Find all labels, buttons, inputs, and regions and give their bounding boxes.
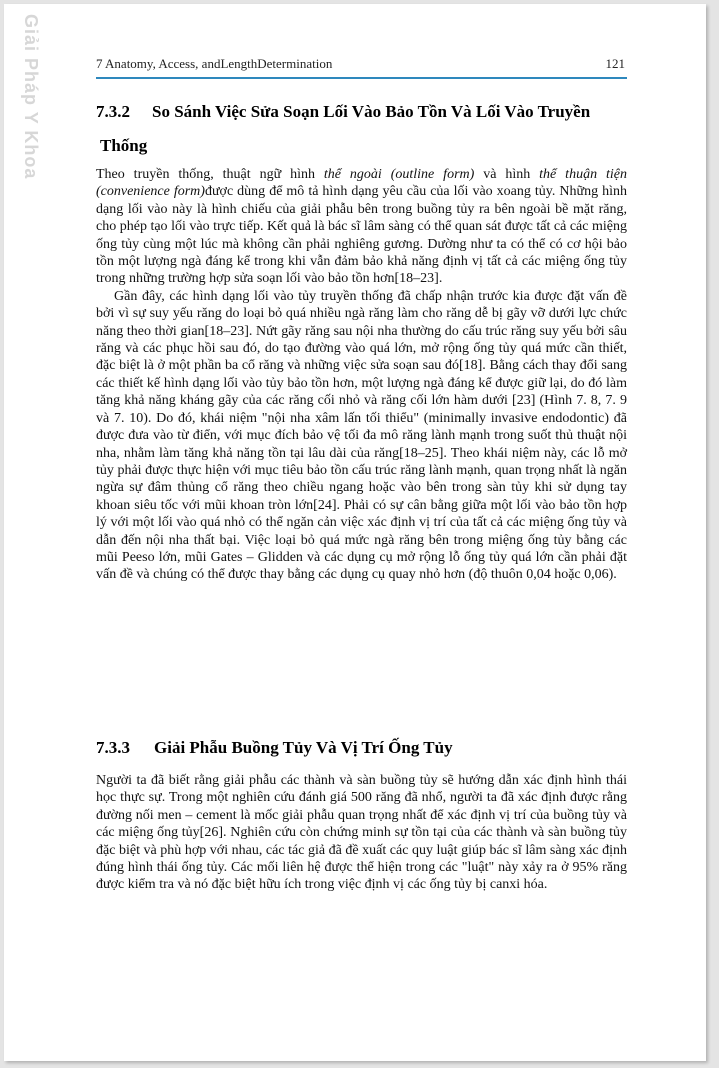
term-outline-form: thể ngoài (outline form) [323, 167, 475, 182]
section-heading-7-3-2 [96, 95, 636, 163]
section-title: Giải Phẫu Buồng Tủy Và Vị Trí Ống Tủy [154, 738, 453, 757]
watermark: Giải Pháp Y Khoa [21, 14, 41, 180]
paragraph-text: được dùng để mô tả hình dạng yêu cầu của lối vào xoang tủy. Những hình dạng lối vào này là hình chiếu của giải phẫu bên trong buồng tủy ra bên ngoài bề mặt răng, cho phép tạo lối vào trực tiếp. Kết quả là bác sĩ lâm sàng có thể quan sát được tất cả các miệng ống tủy cùng một lúc mà không cần phải nghiêng gương. Dường như ta có thể có cơ hội bảo tồn một lượng ngà đáng kể trong khi vẫn đảm bảo khả năng định vị tất cả các miệng ống tủy trong những trường hợp sửa soạn lối vào bảo tồn hơn[18–23]. [96, 184, 627, 287]
section-number: 7.3.2 [96, 102, 130, 121]
paragraph: Gần đây, các hình dạng lối vào tủy truyền thống đã chấp nhận trước kia được đặt vấn đề bởi vì sự suy yếu răng do loại bỏ quá nhiều ngà răng làm cho răng dễ bị gãy vỡ dưới lực chức năng theo thời gian[18–23]. Nứt gãy răng sau nội nha thường do cấu trúc răng suy yếu bởi sâu răng và các phục hồi sau đó, do tạo đường vào quá lớn, mở rộng ống tủy quá mức cần thiết, đặc biệt là ở một phần ba cổ răng và những việc sửa soạn sau đó[18]. Bằng cách thay đổi sang các thiết kế hình dạng lối vào tủy bảo tồn hơn, một lượng ngà đáng kể được giữ lại, do đó làm tăng khả năng kháng gãy của các răng cối nhỏ và răng cối lớn hàm dưới [23] (Hình 7. 8, 7. 9 và 7. 10). Do đó, khái niệm "nội nha xâm lấn tối thiểu" (minimally invasive endodontic) đã được đưa vào từ điển, với mục đích bảo vệ tối đa mô răng lành mạnh trong suốt thủ thuật nội nha, nhằm làm tăng khả năng tồn tại lâu dài của răng[18–25]. Theo khái niệm này, các lỗ mở tủy phải được thực hiện với mục tiêu bảo tồn cấu trúc răng lành mạnh, quan trọng nhất là ngăn ngừa sự đâm thủng cổ răng theo chiều ngang hoặc vào bên trong sàn tủy khi sử dụng tay khoan siêu tốc với mũi khoan tròn lớn[24]. Phải có sự cân bằng giữa một lối vào bảo tồn hợp lý với một lối vào quá nhỏ có thể ngăn cản việc xác định vị trí của tất cả các miệng ống tủy và dẫn đến nội nha thất bại. Việc loại bỏ quá mức ngà răng bên trong miệng ống tủy bằng các mũi Peeso lớn, mũi Gates – Glidden và các dụng cụ mở rộng lỗ ống tủy quá lớn cần phải đặt vấn đề và chúng có thể được thay bằng các dụng cụ quay nhỏ hơn (độ thuôn 0,04 hoặc 0,06). [96, 288, 627, 583]
section-title-line1: So Sánh Việc Sửa Soạn Lối Vào Bảo Tồn Và Lối Vào Truyền [152, 102, 591, 121]
paragraph-text: Theo truyền thống, thuật ngữ hình [96, 167, 324, 182]
header-rule [96, 77, 627, 79]
section-body-7-3-2 [96, 166, 627, 584]
section-number: 7.3.3 [96, 738, 130, 757]
section-body-7-3-3 [96, 772, 627, 894]
term-convenience-form: thể thuận tiện (convenience form) [96, 167, 627, 200]
section-title-line2: Thống [100, 136, 148, 155]
chapter-title: 7 Anatomy, Access, andLengthDetermination [96, 56, 333, 71]
paragraph: Người ta đã biết rằng giải phẫu các thành và sàn buồng tủy sẽ hướng dẫn xác định hình thái học thực sự. Trong một nghiên cứu đánh giá 500 răng đã nhổ, người ta đã xác định được rằng đường nối men – cement là mốc giải phẫu quan trọng nhất để xác định vị trí của buồng tủy và các miệng ống tủy[26]. Nghiên cứu còn chứng minh sự tồn tại của các thành và sàn buồng tủy đặc biệt và phù hợp với nhau, các tác giả đã đề xuất các quy luật giúp bác sĩ lâm sàng xác định đúng hình thái ống tủy. Các mối liên hệ được thể hiện trong các "luật" này xảy ra ở 95% răng được kiểm tra và nó đặc biệt hữu ích trong việc định vị các ống tủy bị canxi hóa. [96, 773, 627, 893]
paragraph-text: và hình [474, 167, 540, 182]
section-heading-7-3-3 [96, 736, 636, 760]
paragraph [96, 166, 627, 288]
book-page [4, 4, 706, 1061]
page-number: 121 [605, 56, 625, 71]
